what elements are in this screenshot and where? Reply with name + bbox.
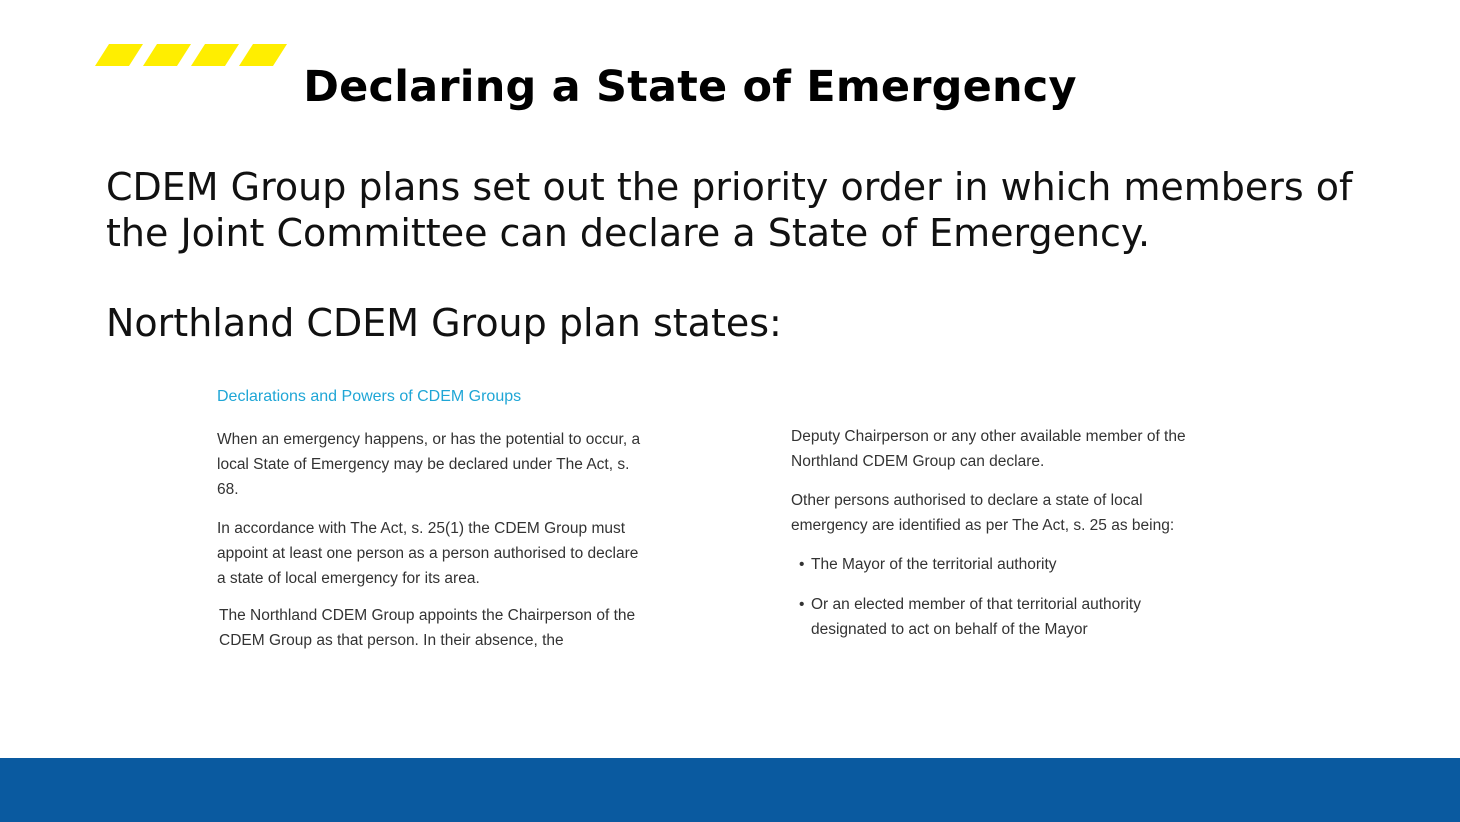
bullet-icon: • [799, 556, 805, 573]
list-item-text: The Mayor of the territorial authority [811, 556, 1057, 573]
footer-bar [0, 758, 1460, 822]
excerpt-paragraph: In accordance with The Act, s. 25(1) the CDEM Group must appoint at least one person as a person authorised to declare a state of local emergency for its area. [217, 520, 639, 587]
plan-excerpt [200, 380, 1220, 700]
authorised-persons-list [791, 552, 1201, 642]
list-item [791, 552, 1201, 577]
excerpt-paragraph: Deputy Chairperson or any other available member of the Northland CDEM Group can declare. [791, 428, 1186, 470]
excerpt-paragraph: When an emergency happens, or has the potential to occur, a local State of Emergency may be declared under The Act, s. 68. [217, 431, 641, 498]
intro-text: CDEM Group plans set out the priority order in which members of the Joint Committee can declare a State of Emergency. [106, 165, 1353, 255]
list-item-text: Or an elected member of that territorial authority designated to act on behalf of the Mayor [811, 596, 1141, 638]
list-item [791, 592, 1201, 642]
excerpt-heading: Declarations and Powers of CDEM Groups [217, 388, 522, 405]
excerpt-paragraph: Other persons authorised to declare a state of local emergency are identified as per The Act, s. 25 as being: [791, 492, 1175, 534]
slide-title: Declaring a State of Emergency [303, 62, 1077, 112]
bullet-icon: • [799, 596, 805, 613]
excerpt-paragraph: The Northland CDEM Group appoints the Chairperson of the CDEM Group as that person. In their absence, the [219, 607, 636, 649]
excerpt-left-column [217, 427, 647, 653]
excerpt-right-column [791, 424, 1201, 657]
plan-states-text: Northland CDEM Group plan states: [106, 301, 782, 345]
